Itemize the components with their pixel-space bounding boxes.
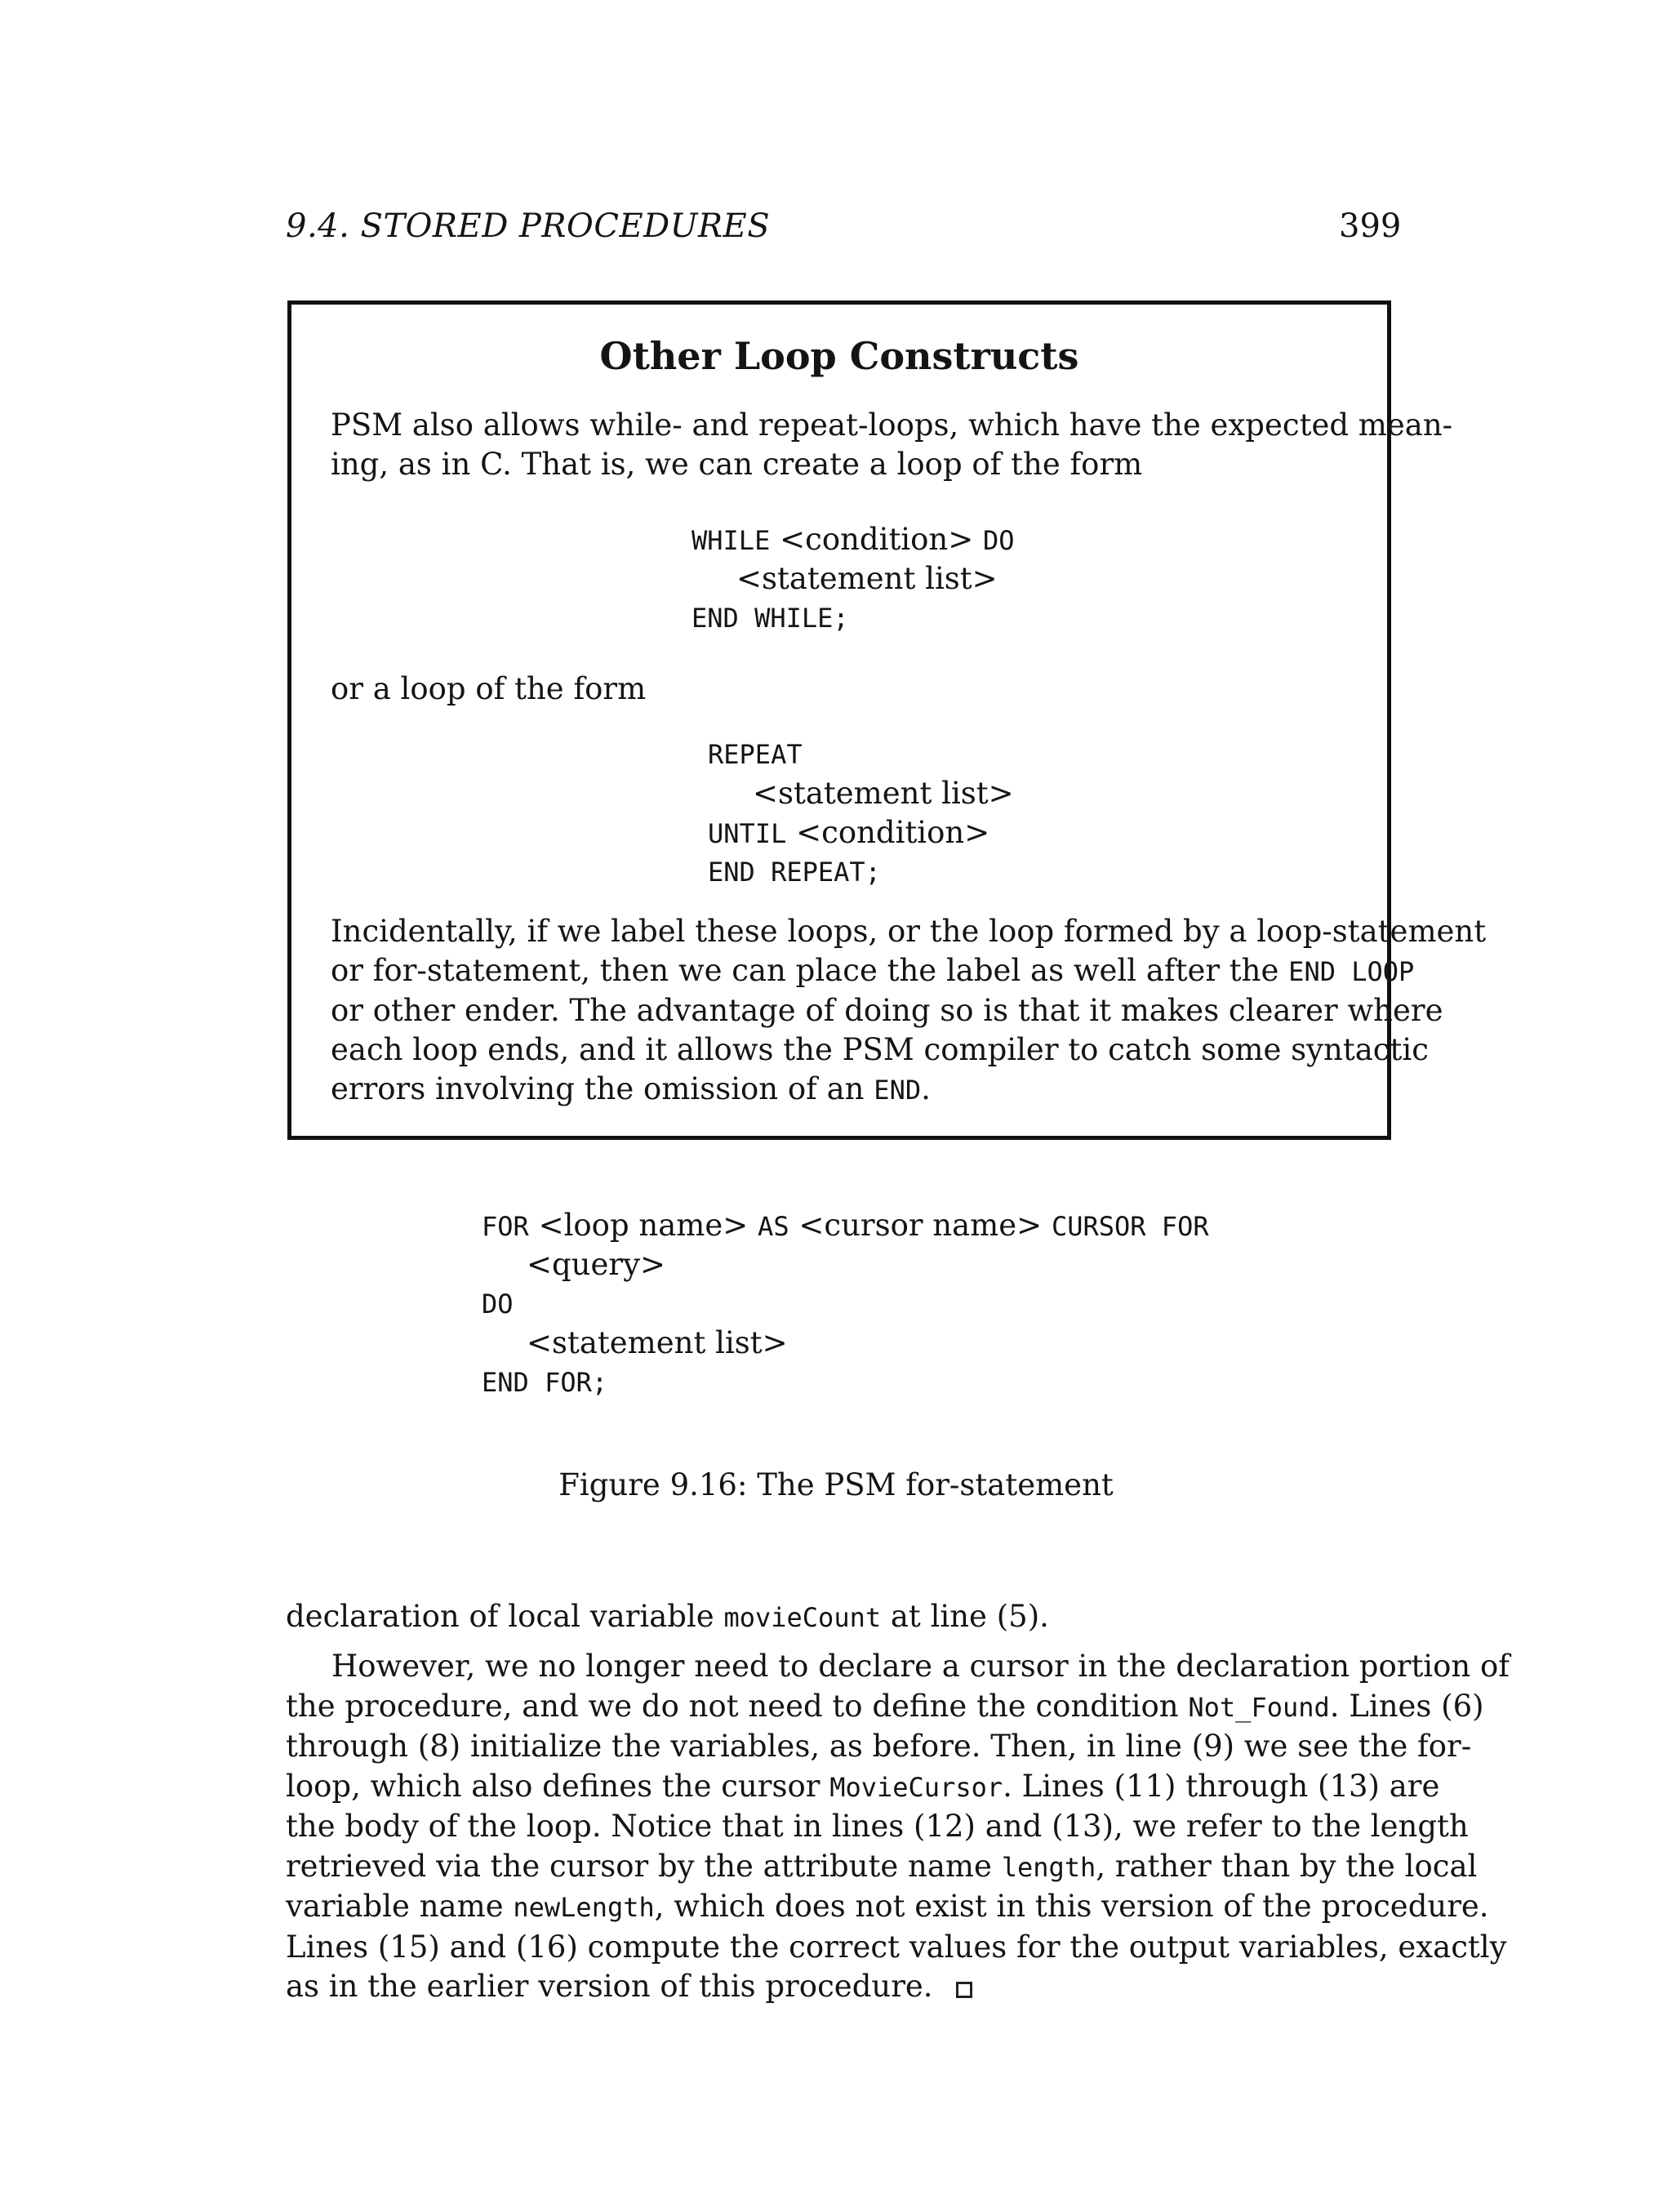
code-placeholder: <cursor name> xyxy=(798,1208,1043,1243)
body-text-line xyxy=(286,1847,1478,1888)
inline-code: Not_Found xyxy=(1188,1691,1330,1723)
repeat-loop-code xyxy=(708,735,1014,892)
sidebar-closing xyxy=(331,912,1487,1110)
for-statement-code xyxy=(482,1206,1209,1402)
inline-code: length xyxy=(1001,1851,1096,1883)
code-placeholder: <query> xyxy=(527,1247,666,1282)
body-text-line xyxy=(286,1887,1489,1928)
text-run: variable name xyxy=(286,1889,504,1924)
sidebar-intro xyxy=(331,406,1453,484)
sidebar-intro-line: PSM also allows while- and repeat-loops, which have the expected mean- xyxy=(331,407,1453,443)
code-placeholder: <loop name> xyxy=(538,1208,749,1243)
text-run: , which does not exist in this version of the procedure. xyxy=(654,1889,1489,1924)
body-text-line xyxy=(286,1767,1440,1808)
qed-box-icon xyxy=(956,1982,972,1998)
code-placeholder: <condition> xyxy=(796,815,990,850)
code-keyword: FOR xyxy=(482,1211,529,1242)
inline-code: MovieCursor xyxy=(829,1771,1003,1803)
text-run: as in the earlier version of this procedure. xyxy=(286,1969,933,2004)
while-loop-code xyxy=(691,520,1015,638)
text-run: . Lines (6) xyxy=(1329,1688,1484,1724)
sidebar-connector: or a loop of the form xyxy=(331,671,647,706)
code-keyword: WHILE xyxy=(691,525,771,556)
text-run: or for-statement, then we can place the label as well after the xyxy=(331,953,1279,988)
text-run: . xyxy=(921,1071,931,1106)
code-keyword: REPEAT xyxy=(708,739,803,770)
code-placeholder: <statement list> xyxy=(736,561,998,596)
code-placeholder: <statement list> xyxy=(753,776,1014,811)
text-run: . Lines (11) through (13) are xyxy=(1003,1768,1440,1804)
text-run: loop, which also defines the cursor xyxy=(286,1768,820,1804)
body-text-line: the body of the loop. Notice that in lines (12) and (13), we refer to the length xyxy=(286,1809,1469,1844)
code-keyword: AS xyxy=(758,1211,789,1242)
inline-code: END LOOP xyxy=(1288,956,1415,987)
text-run: errors involving the omission of an xyxy=(331,1071,865,1106)
inline-code: END xyxy=(874,1075,922,1106)
inline-code: movieCount xyxy=(723,1602,882,1633)
body-paragraph xyxy=(286,1647,1510,2007)
running-header-section: 9.4. STORED PROCEDURES xyxy=(286,207,771,245)
body-text-line xyxy=(286,1599,1049,1634)
text-run: retrieved via the cursor by the attribute name xyxy=(286,1848,992,1884)
code-keyword: DO xyxy=(482,1288,514,1320)
sidebar-title: Other Loop Constructs xyxy=(599,334,1079,378)
sidebar-closing-line: or other ender. The advantage of doing so is that it makes clearer where xyxy=(331,993,1443,1028)
code-placeholder: <condition> xyxy=(780,522,974,557)
sidebar-closing-line xyxy=(331,951,1415,991)
body-text-line: However, we no longer need to declare a cursor in the declaration portion of xyxy=(331,1649,1510,1684)
sidebar-intro-line: ing, as in C. That is, we can create a loop of the form xyxy=(331,447,1143,482)
inline-code: newLength xyxy=(513,1892,655,1923)
code-keyword: END WHILE; xyxy=(691,603,849,634)
sidebar-closing-line xyxy=(331,1070,1351,1110)
sidebar-closing-line: each loop ends, and it allows the PSM compiler to catch some syntactic xyxy=(331,1032,1429,1067)
sidebar-box xyxy=(287,300,1487,1140)
body-text-line xyxy=(286,1687,1484,1728)
page-number: 399 xyxy=(1339,207,1402,245)
body-text-line: through (8) initialize the variables, as before. Then, in line (9) we see the for- xyxy=(286,1729,1472,1764)
figure-caption: Figure 9.16: The PSM for-statement xyxy=(558,1467,1114,1502)
code-placeholder: <statement list> xyxy=(527,1325,788,1360)
text-run: the procedure, and we do not need to define the condition xyxy=(286,1688,1179,1724)
body-text-line xyxy=(286,1967,1396,2007)
text-run: declaration of local variable xyxy=(286,1599,714,1634)
sidebar-closing-line: Incidentally, if we label these loops, or the loop formed by a loop-statement xyxy=(331,914,1487,949)
text-run: at line (5). xyxy=(890,1599,1049,1634)
code-keyword: END REPEAT; xyxy=(708,857,881,888)
body-text-line: Lines (15) and (16) compute the correct values for the output variables, exactly xyxy=(286,1929,1507,1965)
code-keyword: CURSOR FOR xyxy=(1051,1211,1209,1242)
text-run: , rather than by the local xyxy=(1096,1848,1478,1884)
code-keyword: DO xyxy=(983,525,1015,556)
code-keyword: END FOR; xyxy=(482,1367,608,1398)
code-keyword: UNTIL xyxy=(708,818,787,849)
